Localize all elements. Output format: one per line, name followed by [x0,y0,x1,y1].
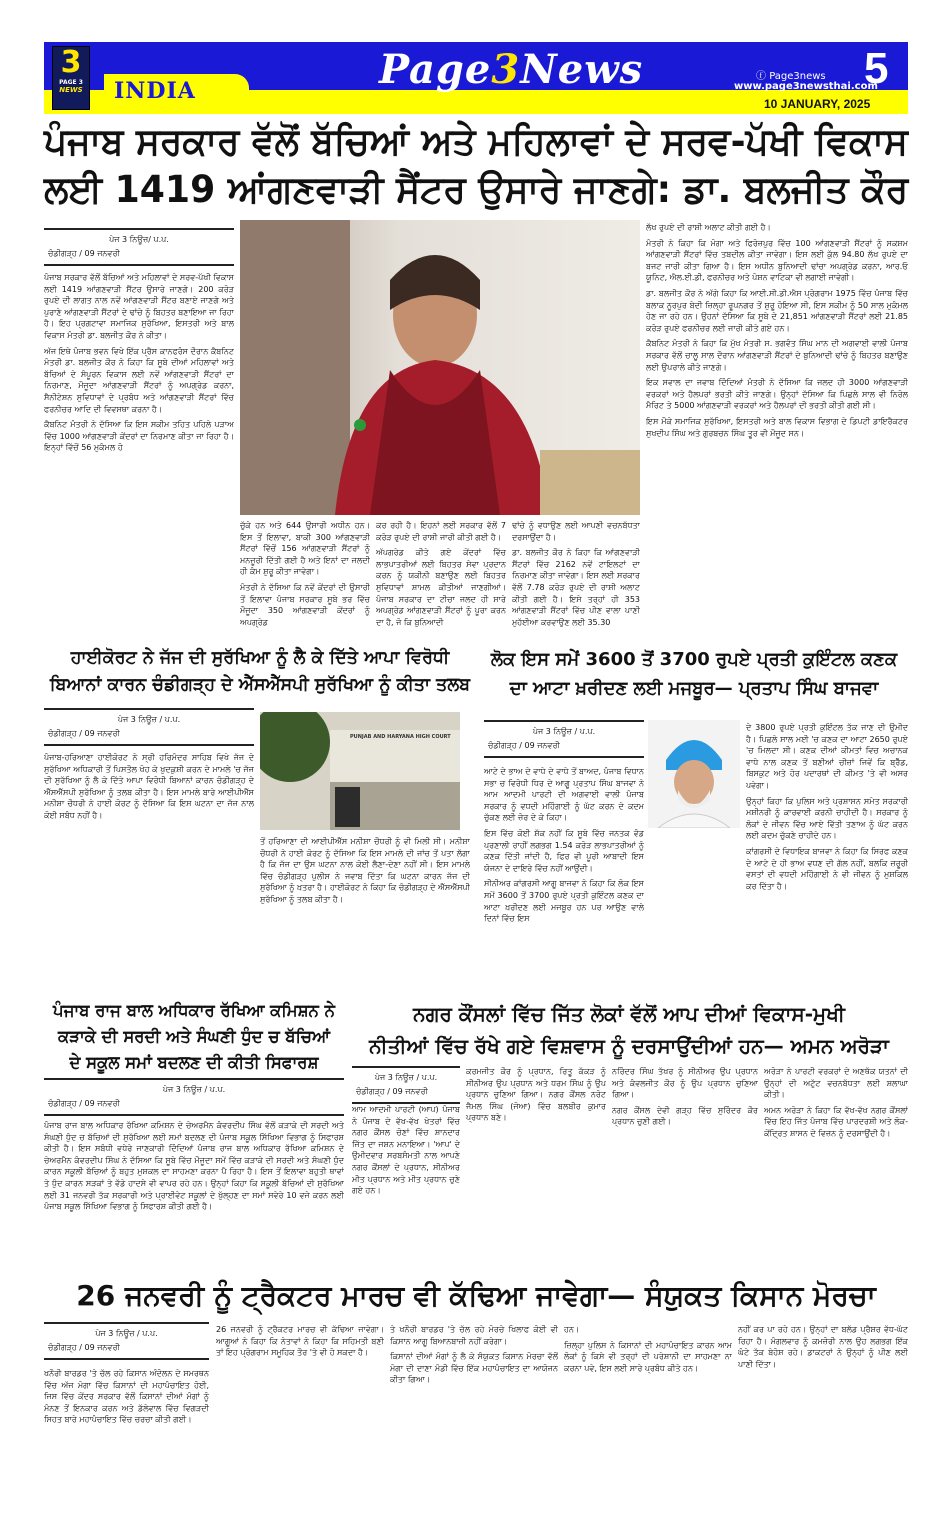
article-paragraph: ਨਹੀਂ ਕਰ ਪਾ ਰਹੇ ਹਨ। ਉਨ੍ਹਾਂ ਦਾ ਬਲੱਡ ਪ੍ਰੈਸ਼ਰ ਵੱਧ-ਘੱਟ ਰਿਹਾ ਹੈ। ਮੰਗਲਵਾਰ ਨੂੰ ਕਮਜ਼ੋਰੀ ਨਾਲ ਉਹ ਲਗਭਗ ਇੱਕ ਘੰਟੇ ਤੱਕ ਬੇਹੋਸ਼ ਰਹੇ। ਡਾਕਟਰਾਂ ਨੇ ਉਨ੍ਹਾਂ ਨੂੰ ਪੀਣ ਲਈ ਪਾਣੀ ਦਿੱਤਾ। [738,1325,908,1369]
brand-number: 3 [491,46,521,93]
article-paragraph: ਜ਼ਿਲ੍ਹਾ ਪੁਲਿਸ ਨੇ ਕਿਸਾਨਾਂ ਦੀ ਮਹਾਪੰਚਾਇਤ ਕਾਰਨ ਆਮ ਲੋਕਾਂ ਨੂੰ ਕਿਸੇ ਵੀ ਤਰ੍ਹਾਂ ਦੀ ਪਰੇਸ਼ਾਨੀ ਦਾ ਸਾਹਮਣਾ ਨਾ ਕਰਨਾ ਪਵੇ, ਇਸ ਲਈ ਸਾਰੇ ਪ੍ਰਬੰਧ ਕੀਤੇ ਹਨ। [564,1340,732,1373]
article-column [352,1104,460,1266]
court-sign: PUNJAB AND HARYANA HIGH COURT [350,734,451,740]
article-paragraph: 26 ਜਨਵਰੀ ਨੂੰ ਟ੍ਰੈਕਟਰ ਮਾਰਚ ਵੀ ਕੱਢਿਆ ਜਾਵੇਗਾ। ਆਗੂਆਂ ਨੇ ਕਿਹਾ ਕਿ ਨੇਤਾਵਾਂ ਨੇ ਕਿਹਾ ਕਿ ਸਹਿਮਤੀ ਬਣੀ ਤਾਂ ਇਹ ਪ੍ਰੋਗਰਾਮ ਸਮੂਹਿਕ ਤੌਰ 'ਤੇ ਵੀ ਹੋ ਸਕਦਾ ਹੈ। [216,1325,384,1358]
headline-line: ਲੋਕ ਇਸ ਸਮੇਂ 3600 ਤੋਂ 3700 ਰੁਪਏ ਪ੍ਰਤੀ ਕੁਇੰਟਲ ਕਣਕ [490,649,898,670]
dateline: ਚੰਡੀਗੜ੍ਹ / 09 ਜਨਵਰੀ [356,1087,428,1096]
byline-source: ਪੇਜ 3 ਨਿਊਜ਼ / ਪ.ਪ. [117,715,181,724]
facebook-icon: ⓕ [756,71,770,82]
headline-line: ਬਿਆਨਾਂ ਕਾਰਨ ਚੰਡੀਗੜ੍ਹ ਦੇ ਐੱਸਐੱਸਪੀ ਸੁਰੱਖਿਆ ਨੂੰ ਕੀਤਾ ਤਲਬ [49,675,471,695]
article-paragraph: ਇਕ ਸਵਾਲ ਦਾ ਜਵਾਬ ਦਿੰਦਿਆਂ ਮੰਤਰੀ ਨੇ ਦੱਸਿਆ ਕਿ ਜਲਦ ਹੀ 3000 ਆਂਗਣਵਾੜੀ ਵਰਕਰਾਂ ਅਤੇ ਹੈਲਪਰਾਂ ਭਰਤੀ ਕੀਤੇ ਜਾਣਗੇ। ਉਨ੍ਹਾਂ ਦੱਸਿਆ ਕਿ ਪਿਛਲੇ ਸਾਲ ਵੀ ਨਿਰੋਲ ਮੈਰਿਟ ਤੇ 5000 ਆਂਗਣਵਾੜੀ ਵਰਕਰਾਂ ਅਤੇ ਹੈਲਪਰਾਂ ਦੀ ਭਰਤੀ ਕੀਤੀ ਗਈ ਸੀ। [646,378,908,411]
article-paragraph: ਅੱਪਗਰੇਡ ਕੀਤੇ ਗਏ ਕੇਂਦਰਾਂ ਵਿੱਚ ਲਾਭਪਾਤਰੀਆਂ ਲਈ ਬਿਹਤਰ ਸੇਵਾ ਪ੍ਰਦਾਨ ਕਰਨ ਨੂੰ ਯਕੀਨੀ ਬਣਾਉਣ ਲਈ ਬਿਹਤਰ ਸੁਵਿਧਾਵਾਂ ਸ਼ਾਮਲ ਕੀਤੀਆਂ ਜਾਣਗੀਆਂ। ਪੰਜਾਬ ਸਰਕਾਰ ਦਾ ਟੀਚਾ ਜਲਦ ਹੀ ਸਾਰੇ ਅਪਗ੍ਰੇਡ ਆਂਗਣਵਾੜੀ ਸੈਂਟਰਾਂ ਨੂੰ ਪੂਰਾ ਕਰਨ ਦਾ ਹੈ, ਜੋ ਕਿ ਬੁਨਿਆਦੀ [376,548,506,627]
facebook-text: Page3news [769,71,826,82]
headline-line: ਲਈ 1419 ਆਂਗਣਵਾੜੀ ਸੈਂਟਰ ਉਸਾਰੇ ਜਾਣਗੇ: ਡਾ. ਬਲਜੀਤ ਕੌਰ [44,168,909,211]
minister-photo [240,220,640,515]
byline [44,1322,209,1360]
article-column [44,272,234,638]
article-column [44,1120,344,1266]
article-column [738,1324,908,1510]
article-5-headline [350,998,908,1062]
byline [484,720,644,758]
article-paragraph: ਦੇ 3800 ਰੁਪਏ ਪ੍ਰਤੀ ਕੁਇੰਟਲ ਤੱਕ ਜਾਣ ਦੀ ਉਮੀਦ ਹੈ। ਪਿਛਲੇ ਸਾਲ ਮਈ 'ਚ ਕਣਕ ਦਾ ਆਟਾ 2650 ਰੁਪਏ 'ਚ ਮਿਲਦਾ ਸੀ। ਕਣਕ ਦੀਆਂ ਕੀਮਤਾਂ ਵਿਚ ਅਚਾਨਕ ਵਾਧੇ ਨਾਲ ਕਣਕ ਤੋਂ ਬਣੀਆਂ ਚੀਜ਼ਾਂ ਜਿਵੇਂ ਕਿ ਬ੍ਰੈੱਡ, ਬਿਸਕੁਟ ਅਤੇ ਹੋਰ ਪਦਾਰਥਾਂ ਦੀ ਕੀਮਤ 'ਤੇ ਵੀ ਅਸਰ ਪਵੇਗਾ। [746,723,908,790]
headline-line: ਹਾਈਕੋਰਟ ਨੇ ਜੱਜ ਦੀ ਸੁਰੱਖਿਆ ਨੂੰ ਲੈ ਕੇ ਦਿੱਤੇ ਆਪਾ ਵਿਰੋਧੀ [70,648,450,668]
article-paragraph: ਕੈਬਨਿਟ ਮੰਤਰੀ ਨੇ ਕਿਹਾ ਕਿ ਮੁੱਖ ਮੰਤਰੀ ਸ. ਭਗਵੰਤ ਸਿੰਘ ਮਾਨ ਦੀ ਅਗਵਾਈ ਵਾਲੀ ਪੰਜਾਬ ਸਰਕਾਰ ਵੱਲੋਂ ਚਾਲੂ ਸਾਲ ਦੌਰਾਨ ਆਂਗਣਵਾੜੀ ਸੈਂਟਰਾਂ ਦੇ ਬੁਨਿਆਦੀ ਢਾਂਚੇ ਨੂੰ ਬਿਹਤਰ ਬਣਾਉਣ ਲਈ ਉਪਰਾਲੇ ਕੀਤੇ ਜਾਣਗੇ। [646,339,908,372]
article-paragraph: ਇਸ ਵਿੱਚ ਕੋਈ ਸ਼ੱਕ ਨਹੀਂ ਕਿ ਸੂਬੇ ਵਿੱਚ ਜਨਤਕ ਵੰਡ ਪ੍ਰਣਾਲੀ ਰਾਹੀਂ ਲਗਭਗ 1.54 ਕਰੋੜ ਲਾਭਪਾਤਰੀਆਂ ਨੂੰ ਕਣਕ ਦਿੱਤੀ ਜਾਂਦੀ ਹੈ, ਫਿਰ ਵੀ ਪੂਰੀ ਆਬਾਦੀ ਇਸ ਯੋਜਨਾ ਦੇ ਦਾਇਰੇ ਵਿੱਚ ਨਹੀਂ ਆਉਂਦੀ। [484,828,644,873]
article-column [260,836,470,984]
page3-logo [52,46,90,110]
article-paragraph: ਅਰੋੜਾ ਨੇ ਪਾਰਟੀ ਵਰਕਰਾਂ ਦੇ ਅਣਥੱਕ ਯਤਨਾਂ ਦੀ ਉਨ੍ਹਾਂ ਦੀ ਅਟੁੱਟ ਵਚਨਬੱਧਤਾ ਲਈ ਸ਼ਲਾਘਾ ਕੀਤੀ। [764,1067,908,1100]
article-paragraph: ਆਮ ਆਦਮੀ ਪਾਰਟੀ (ਆਪ) ਪੰਜਾਬ ਨੇ ਪੰਜਾਬ ਦੇ ਵੱਖ-ਵੱਖ ਖੇਤਰਾਂ ਵਿੱਚ ਨਗਰ ਕੌਂਸਲ ਚੋਣਾਂ ਵਿੱਚ ਸ਼ਾਨਦਾਰ ਜਿੱਤ ਦਾ ਜਸ਼ਨ ਮਨਾਇਆ। 'ਆਪ' ਦੇ ਉਮੀਦਵਾਰ ਸਰਬਸੰਮਤੀ ਨਾਲ ਆਪਣੇ ਨਗਰ ਕੌਂਸਲਾਂ ਦੇ ਪ੍ਰਧਾਨ, ਸੀਨੀਅਰ ਮੀਤ ਪ੍ਰਧਾਨ ਅਤੇ ਮੀਤ ਪ੍ਰਧਾਨ ਚੁਣੇ ਗਏ ਹਨ। [352,1105,460,1196]
high-court-photo [260,712,460,830]
article-paragraph: ਕੈਬਨਿਟ ਮੰਤਰੀ ਨੇ ਦੱਸਿਆ ਕਿ ਇਸ ਸਕੀਮ ਤਹਿਤ ਪਹਿਲੇ ਪੜਾਅ ਵਿੱਚ 1000 ਆਂਗਣਵਾੜੀ ਕੇਂਦਰਾਂ ਦਾ ਨਿਰਮਾਣ ਕੀਤਾ ਜਾ ਰਿਹਾ ਹੈ। ਇਨ੍ਹਾਂ ਵਿੱਚੋਂ 56 ਮੁਕੰਮਲ ਹੋ [44,420,234,453]
article-paragraph: ਅਮਨ ਅਰੋੜਾ ਨੇ ਕਿਹਾ ਕਿ ਵੱਖ-ਵੱਖ ਨਗਰ ਕੌਂਸਲਾਂ ਵਿੱਚ ਇਹ ਜਿੱਤ ਪੰਜਾਬ ਵਿੱਚ ਪਾਰਦਰਸ਼ੀ ਅਤੇ ਲੋਕ-ਕੇਂਦ੍ਰਿਤ ਸ਼ਾਸਨ ਦੇ ਵਿਜ਼ਨ ਨੂੰ ਦਰਸਾਉਂਦੀ ਹੈ। [764,1105,908,1138]
headline-line: ਦਾ ਆਟਾ ਖ਼ਰੀਦਣ ਲਈ ਮਜਬੂਰ— ਪ੍ਰਤਾਪ ਸਿੰਘ ਬਾਜਵਾ [509,678,879,699]
dateline: ਚੰਡੀਗੜ੍ਹ / 09 ਜਨਵਰੀ [48,1343,120,1352]
article-paragraph: ਉਨ੍ਹਾਂ ਕਿਹਾ ਕਿ ਪੁਲਿਸ ਅਤੇ ਪ੍ਰਸ਼ਾਸਨ ਸਮੇਤ ਸਰਕਾਰੀ ਮਸ਼ੀਨਰੀ ਨੂੰ ਕਾਰਵਾਈ ਕਰਨੀ ਚਾਹੀਦੀ ਹੈ। ਸਰਕਾਰ ਨੂੰ ਲੋਕਾਂ ਦੇ ਜੀਵਨ ਵਿੱਚ ਆਏ ਵਿੱਤੀ ਤਣਾਅ ਨੂੰ ਘੱਟ ਕਰਨ ਲਈ ਕਦਮ ਚੁੱਕਣੇ ਚਾਹੀਦੇ ਹਨ। [746,796,908,841]
article-paragraph: ਲੱਖ ਰੁਪਏ ਦੀ ਰਾਸ਼ੀ ਅਲਾਟ ਕੀਤੀ ਗਈ ਹੈ। [646,223,771,232]
article-paragraph: ਕਾਂਗਰਸੀ ਦੇ ਵਿਧਾਇਕ ਬਾਜਵਾ ਨੇ ਕਿਹਾ ਕਿ ਸਿਰਫ ਕਣਕ ਦੇ ਆਟੇ ਦੇ ਹੀ ਭਾਅ ਵਧਣ ਦੀ ਗੱਲ ਨਹੀਂ, ਬਲਕਿ ਜ਼ਰੂਰੀ ਵਸਤਾਂ ਦੀ ਵਧਦੀ ਮਹਿੰਗਾਈ ਨੇ ਵੀ ਜੀਵਨ ਨੂੰ ਮੁਸ਼ਕਿਲ ਕਰ ਦਿੱਤਾ ਹੈ। [746,846,908,891]
masthead [44,42,908,114]
article-paragraph: ਡਾ. ਬਲਜੀਤ ਕੌਰ ਨੇ ਕਿਹਾ ਕਿ ਆਂਗਣਵਾੜੀ ਸੈਂਟਰਾਂ ਵਿੱਚ 2162 ਨਵੇਂ ਟਾਇਲਟਾਂ ਦਾ ਨਿਰਮਾਣ ਕੀਤਾ ਜਾਵੇਗਾ। ਇਸ ਲਈ ਸਰਕਾਰ ਵੱਲੋਂ 7.78 ਕਰੋੜ ਰੁਪਏ ਦੀ ਰਾਸ਼ੀ ਅਲਾਟ ਕੀਤੀ ਗਈ ਹੈ। ਇਸੇ ਤਰ੍ਹਾਂ ਹੀ 353 ਆਂਗਣਵਾੜੀ ਸੈਂਟਰਾਂ ਵਿੱਚ ਪੀਣ ਵਾਲਾ ਪਾਣੀ ਮੁਹੱਈਆ ਕਰਵਾਉਣ ਲਈ 35.30 [512,548,640,627]
article-paragraph: ਹਨ। [564,1325,580,1334]
byline-source: ਪੇਜ 3 ਨਿਊਜ਼ / ਪ.ਪ. [162,1085,226,1094]
article-paragraph: ਡਾ. ਬਲਜੀਤ ਕੌਰ ਨੇ ਅੱਗੇ ਕਿਹਾ ਕਿ ਆਈ.ਸੀ.ਡੀ.ਐਸ ਪ੍ਰੋਗਰਾਮ 1975 ਵਿੱਚ ਪੰਜਾਬ ਵਿੱਚ ਬਲਾਕ ਨੂਰਪੁਰ ਬੇਦੀ ਜ਼ਿਲ੍ਹਾ ਰੂਪਨਗਰ ਤੋਂ ਸ਼ੁਰੂ ਹੋਇਆ ਸੀ, ਇਸ ਸਕੀਮ ਨੂੰ 50 ਸਾਲ ਮੁਕੰਮਲ ਹੋਣ ਜਾ ਰਹੇ ਹਨ। ਉਹਨਾਂ ਦੱਸਿਆ ਕਿ ਸੂਬੇ ਦੇ 21,851 ਆਂਗਣਵਾੜੀ ਸੈਂਟਰਾਂ ਲਈ 21.85 ਕਰੋੜ ਰੁਪਏ ਫਰਨੀਚਰ ਲਈ ਜਾਰੀ ਕੀਤੇ ਗਏ ਹਨ। [646,288,908,333]
article-paragraph: ਕਰਮਜੀਤ ਕੌਰ ਨੂੰ ਪ੍ਰਧਾਨ, ਰਿਤੂ ਕੱਕੜ ਨੂੰ ਸੀਨੀਅਰ ਉਪ ਪ੍ਰਧਾਨ ਅਤੇ ਧਰਮ ਸਿੰਘ ਨੂੰ ਉਪ ਪ੍ਰਧਾਨ ਚੁਣਿਆ ਗਿਆ। ਨਗਰ ਕੌਂਸਲ ਨਰੋਟ ਜੈਮਲ ਸਿੰਘ (ਜੋਆ) ਵਿੱਚ ਬਲਬੀਰ ਕੁਮਾਰ ਪ੍ਰਧਾਨ ਬਣੇ। [466,1067,606,1123]
headline-line: ਪੰਜਾਬ ਸਰਕਾਰ ਵੱਲੋਂ ਬੱਚਿਆਂ ਅਤੇ ਮਹਿਲਾਵਾਂ ਦੇ ਸਰਵ-ਪੱਖੀ ਵਿਕਾਸ [44,120,908,163]
byline [44,228,234,266]
article-column [390,1324,558,1510]
logo-news: NEWS [59,86,83,94]
website: www.page3newsthai.com [734,81,878,92]
article-column [44,1368,209,1510]
byline [44,1078,344,1116]
article-paragraph: ਮੰਤਰੀ ਨੇ ਕਿਹਾ ਕਿ ਮੋਗਾ ਅਤੇ ਫਿਰੋਜ਼ਪੁਰ ਵਿੱਚ 100 ਆਂਗਣਵਾੜੀ ਸੈਂਟਰਾਂ ਨੂੰ ਸਕਸ਼ਮ ਆਂਗਣਵਾੜੀ ਸੈਂਟਰਾਂ ਵਿੱਚ ਤਬਦੀਲ ਕੀਤਾ ਜਾਵੇਗਾ। ਇਸ ਲਈ ਕੁੱਲ 94.80 ਲੱਖ ਰੁਪਏ ਦਾ ਬਜਟ ਜਾਰੀ ਕੀਤਾ ਗਿਆ ਹੈ। ਇਸ ਅਧੀਨ ਬੁਨਿਆਦੀ ਢਾਂਚਾ ਅਪਗ੍ਰੇਡ ਕਰਨਾ, ਆਰ.ਓ ਯੂਨਿਟ, ਐਲ.ਈ.ਡੀ, ਫਰਨੀਚਰ ਅਤੇ ਪੋਸ਼ਨ ਵਾਟਿਕਾ ਵੀ ਲਗਾਈ ਜਾਵੇਗੀ। [646,238,908,283]
article-paragraph: ਚੁੱਕੇ ਹਨ ਅਤੇ 644 ਉਸਾਰੀ ਅਧੀਨ ਹਨ। ਇਸ ਤੋਂ ਇਲਾਵਾ, ਬਾਕੀ 300 ਆਂਗਣਵਾੜੀ ਸੈਂਟਰਾਂ ਵਿੱਚੋਂ 156 ਆਂਗਣਵਾੜੀ ਸੈਂਟਰਾਂ ਨੂੰ ਮਨਜ਼ੂਰੀ ਦਿੱਤੀ ਗਈ ਹੈ ਅਤੇ ਇਨਾਂ ਦਾ ਜਲਦੀ ਹੀ ਕੰਮ ਸ਼ੁਰੂ ਕੀਤਾ ਜਾਵੇਗਾ। [240,521,370,577]
article-column [376,520,506,636]
bajwa-illustration [648,720,740,828]
article-6-headline [44,1274,908,1318]
byline-source: ਪੇਜ 3 ਨਿਊਜ਼/ ਪ.ਪ. [109,235,169,244]
article-column [240,520,370,636]
article-paragraph: ਮੰਤਰੀ ਨੇ ਦੱਸਿਆ ਕਿ ਨਵੇਂ ਕੇਂਦਰਾਂ ਦੀ ਉਸਾਰੀ ਤੋਂ ਇਲਾਵਾ ਪੰਜਾਬ ਸਰਕਾਰ ਸੂਬੇ ਭਰ ਵਿੱਚ ਮੌਜੂਦਾ 350 ਆਂਗਣਵਾੜੀ ਕੇਂਦਰਾਂ ਨੂੰ ਅਪਗ੍ਰੇਡ [240,582,370,627]
article-paragraph: ਕਰ ਰਹੀ ਹੈ। ਇਹਨਾਂ ਲਈ ਸਰਕਾਰ ਵੱਲੋਂ 7 ਕਰੋੜ ਰੁਪਏ ਦੀ ਰਾਸ਼ੀ ਜਾਰੀ ਕੀਤੀ ਗਈ ਹੈ। [376,521,506,542]
logo-number: 3 [60,45,82,80]
article-paragraph: ਅੱਜ ਇਥੇ ਪੰਜਾਬ ਭਵਨ ਵਿਖੇ ਇੱਕ ਪ੍ਰੈਸ ਕਾਨਫਰੰਸ ਦੌਰਾਨ ਕੈਬਨਿਟ ਮੰਤਰੀ ਡਾ. ਬਲਜੀਤ ਕੌਰ ਨੇ ਕਿਹਾ ਕਿ ਸੂਬੇ ਦੀਆਂ ਮਹਿਲਾਵਾਂ ਅਤੇ ਬੱਚਿਆਂ ਦੇ ਸੰਪੂਰਨ ਵਿਕਾਸ ਲਈ ਨਵੇਂ ਆਂਗਣਵਾੜੀ ਸੈਂਟਰਾਂ ਦਾ ਨਿਰਮਾਣ, ਮੌਜੂਦਾ ਆਂਗਣਵਾੜੀ ਸੈਂਟਰਾਂ ਨੂੰ ਅਪਗ੍ਰੇਡ ਕਰਨਾ, ਸੈਨੀਟੇਸ਼ਨ ਸੁਵਿਧਾਵਾਂ ਦੇ ਪ੍ਰਬੰਧ ਅਤੇ ਆਂਗਣਵਾੜੀ ਸੈਂਟਰਾਂ ਵਿੱਚ ਫਰਨੀਚਰ ਆਦਿ ਦੀ ਵਿਵਸਥਾ ਕਰਨਾ ਹੈ। [44,346,234,414]
byline [44,708,254,746]
headline-line: ਕੜਾਕੇ ਦੀ ਸਰਦੀ ਅਤੇ ਸੰਘਣੀ ਧੁੰਦ ਚ ਬੱਚਿਆਂ [57,1027,331,1046]
headline-line: ਨੀਤੀਆਂ ਵਿੱਚ ਰੱਖੇ ਗਏ ਵਿਸ਼ਵਾਸ ਨੂੰ ਦਰਸਾਉਂਦੀਆਂ ਹਨ— ਅਮਨ ਅਰੋੜਾ [369,1034,889,1058]
article-1-headline [44,118,908,214]
article-column [564,1324,732,1510]
dateline: ਚੰਡੀਗੜ੍ਹ / 09 ਜਨਵਰੀ [48,1099,120,1108]
brand-right: News [520,46,644,93]
brand-title [379,46,643,93]
brand-left: Page [379,46,492,93]
article-column [646,222,908,636]
article-column [612,1066,758,1266]
article-paragraph: ਤੇ ਖਨੌਰੀ ਬਾਰਡਰ 'ਤੇ ਚੱਲ ਰਹੇ ਮੋਰਚੇ ਖਿਲਾਫ ਕੋਈ ਵੀ ਕਿਸਾਨ ਆਗੂ ਬਿਆਨਬਾਜ਼ੀ ਨਹੀਂ ਕਰੇਗਾ। [390,1325,558,1346]
facebook-handle [756,67,826,82]
article-column [746,722,908,984]
article-paragraph: ਨਰਿੰਦਰ ਸਿੰਘ ਤੱਖਰ ਨੂੰ ਸੀਨੀਅਰ ਉਪ ਪ੍ਰਧਾਨ ਅਤੇ ਕੰਵਲਜੀਤ ਕੌਰ ਨੂੰ ਉਪ ਪ੍ਰਧਾਨ ਚੁਣਿਆ ਗਿਆ। [612,1067,758,1100]
high-court-illustration [260,712,460,830]
article-paragraph: ਇਸ ਮੌਕੇ ਸਮਾਜਿਕ ਸੁਰੱਖਿਆ, ਇਸਤਰੀ ਅਤੇ ਬਾਲ ਵਿਕਾਸ ਵਿਭਾਗ ਦੇ ਡਿਪਟੀ ਡਾਇਰੈਕਟਰ ਸੁਖਦੀਪ ਸਿੰਘ ਅਤੇ ਗੁਰਬਚਨ ਸਿੰਘ ਤੂਰ ਵੀ ਮੌਜੂਦ ਸਨ। [646,416,908,438]
headline-line: ਨਗਰ ਕੌਂਸਲਾਂ ਵਿੱਚ ਜਿੱਤ ਲੋਕਾਂ ਵੱਲੋਂ ਆਪ ਦੀਆਂ ਵਿਕਾਸ-ਮੁਖੀ [413,1002,845,1026]
minister-photo-illustration [240,220,640,515]
dateline: ਚੰਡੀਗੜ੍ਹ / 09 ਜਨਵਰੀ [48,249,120,258]
article-column [484,766,644,984]
article-paragraph: ਪੰਜਾਬ-ਹਰਿਆਣਾ ਹਾਈਕੋਰਟ ਨੇ ਸ੍ਰੀ ਹਰਿਮੰਦਰ ਸਾਹਿਬ ਵਿਖੇ ਜੱਜ ਦੇ ਸੁਰੱਖਿਆ ਅਧਿਕਾਰੀ ਤੋਂ ਪਿਸਤੌਲ ਖੋਹ ਕੇ ਖੁਦਕੁਸ਼ੀ ਕਰਨ ਦੇ ਮਾਮਲੇ 'ਚ ਜੱਜ ਦੀ ਸੁਰੱਖਿਆ ਨੂੰ ਲੈ ਕੇ ਦਿੱਤੇ ਆਪਾ ਵਿਰੋਧੀ ਬਿਆਨਾਂ ਕਾਰਨ ਚੰਡੀਗੜ੍ਹ ਦੇ ਐੱਸਐੱਸਪੀ ਸੁਰੱਖਿਆ ਨੂੰ ਤਲਬ ਕੀਤਾ ਹੈ। ਇਸ ਮਾਮਲੇ ਬਾਰੇ ਆਈਪੀਐੱਸ ਮਨੀਸ਼ਾ ਚੌਧਰੀ ਨੇ ਹਾਈ ਕੋਰਟ ਨੂੰ ਦੱਸਿਆ ਕਿ ਇਸ ਘਟਨਾ ਦਾ ਜੱਜ ਨਾਲ ਕੋਈ ਸਬੰਧ ਨਹੀਂ ਹੈ। [44,753,254,820]
article-paragraph: ਖਨੌਰੀ ਬਾਰਡਰ 'ਤੇ ਚੱਲ ਰਹੇ ਕਿਸਾਨ ਅੰਦੋਲਨ ਦੇ ਸਮਰਥਨ ਵਿੱਚ ਅੱਜ ਮੋਗਾ ਵਿੱਚ ਕਿਸਾਨਾਂ ਦੀ ਮਹਾਪੰਚਾਇਤ ਹੋਈ, ਜਿਸ ਵਿੱਚ ਕੇਂਦਰ ਸਰਕਾਰ ਵੱਲੋਂ ਕਿਸਾਨਾਂ ਦੀਆਂ ਮੰਗਾਂ ਨੂੰ ਮੰਨਣ ਤੋਂ ਇਨਕਾਰ ਕਰਨ ਅਤੇ ਡੱਲੇਵਾਲ ਵਿੱਚ ਵਿਗੜਦੀ ਸਿਹਤ ਬਾਰੇ ਮਹਾਪੰਚਾਇਤ ਵਿੱਚ ਚਰਚਾ ਕੀਤੀ ਗਈ। [44,1369,209,1425]
dateline: ਚੰਡੀਗੜ੍ਹ / 09 ਜਨਵਰੀ [48,729,120,738]
byline [352,1066,460,1104]
article-paragraph: ਤੋਂ ਹਰਿਆਣਾ ਦੀ ਆਈਪੀਐੱਸ ਮਨੀਸ਼ਾ ਚੌਧਰੀ ਨੂੰ ਵੀ ਮਿਲੀ ਸੀ। ਮਨੀਸ਼ਾ ਚੌਧਰੀ ਨੇ ਹਾਈ ਕੋਰਟ ਨੂੰ ਦੱਸਿਆ ਕਿ ਇਸ ਮਾਮਲੇ ਦੀ ਜਾਂਚ ਤੋਂ ਪਤਾ ਲੱਗਾ ਹੈ ਕਿ ਜੱਜ ਦਾ ਉਸ ਘਟਨਾ ਨਾਲ ਕੋਈ ਲੈਣਾ-ਦੇਣਾ ਨਹੀਂ ਸੀ। ਇਸ ਮਾਮਲੇ ਵਿੱਚ ਚੰਡੀਗੜ੍ਹ ਪੁਲੀਸ ਨੇ ਜਵਾਬ ਦਿੱਤਾ ਕਿ ਘਟਨਾ ਕਾਰਨ ਜੱਜ ਦੀ ਸੁਰੱਖਿਆ ਨੂੰ ਖ਼ਤਰਾ ਹੈ। ਹਾਈਕੋਰਟ ਨੇ ਕਿਹਾ ਕਿ ਚੰਡੀਗੜ੍ਹ ਦੇ ਐੱਸਐੱਸਪੀ ਸੁਰੱਖਿਆ ਨੂੰ ਤਲਬ ਕੀਤਾ ਹੈ। [260,837,470,904]
headline-line: 26 ਜਨਵਰੀ ਨੂੰ ਟ੍ਰੈਕਟਰ ਮਾਰਚ ਵੀ ਕੱਢਿਆ ਜਾਵੇਗਾ— ਸੰਯੁਕਤ ਕਿਸਾਨ ਮੋਰਚਾ [76,1279,876,1312]
byline-source: ਪੇਜ 3 ਨਿਊਜ਼ / ਪ.ਪ. [532,727,596,736]
article-paragraph: ਸੀਨੀਅਰ ਕਾਂਗਰਸੀ ਆਗੂ ਬਾਜਵਾ ਨੇ ਕਿਹਾ ਕਿ ਲੋਕ ਇਸ ਸਮੇਂ 3600 ਤੋਂ 3700 ਰੁਪਏ ਪ੍ਰਤੀ ਕੁਇੰਟਲ ਕਣਕ ਦਾ ਆਟਾ ਖ਼ਰੀਦਣ ਲਈ ਮਜਬੂਰ ਹਨ ਪਰ ਆਉਣ ਵਾਲੇ ਦਿਨਾਂ ਵਿੱਚ ਇਸ [484,879,644,924]
article-paragraph: ਪੰਜਾਬ ਸਰਕਾਰ ਵੱਲੋਂ ਬੱਚਿਆਂ ਅਤੇ ਮਹਿਲਾਵਾਂ ਦੇ ਸਰਵ-ਪੱਖੀ ਵਿਕਾਸ ਲਈ 1419 ਆਂਗਣਵਾੜੀ ਸੈਂਟਰ ਉਸਾਰੇ ਜਾਣਗੇ। 200 ਕਰੋੜ ਰੁਪਏ ਦੀ ਲਾਗਤ ਨਾਲ ਨਵੇਂ ਆਂਗਣਵਾੜੀ ਸੈਂਟਰ ਬਣਾਏ ਜਾਣਗੇ ਅਤੇ ਪੁਰਾਣੇ ਆਂਗਣਵਾੜੀ ਸੈਂਟਰਾਂ ਦੇ ਢਾਂਚੇ ਨੂੰ ਬਿਹਤਰ ਬਣਾਇਆ ਜਾ ਰਿਹਾ ਹੈ। ਇਹ ਪ੍ਰਗਟਾਵਾ ਸਮਾਜਿਕ ਸੁਰੱਖਿਆ, ਇਸਤਰੀ ਅਤੇ ਬਾਲ ਵਿਕਾਸ ਮੰਤਰੀ ਡਾ. ਬਲਜੀਤ ਕੌਰ ਨੇ ਕੀਤਾ। [44,273,234,340]
article-paragraph: ਨਗਰ ਕੌਂਸਲ ਦੇਵੀ ਗੜ੍ਹ ਵਿੱਚ ਸੁਰਿੰਦਰ ਕੌਰ ਪ੍ਰਧਾਨ ਚੁਣੀ ਗਈ। [612,1105,758,1127]
article-3-headline [480,645,908,703]
bajwa-photo [648,720,740,828]
article-column [44,752,254,984]
section-label: INDIA [114,78,196,104]
article-column [216,1324,384,1510]
byline-source: ਪੇਜ 3 ਨਿਊਜ਼ / ਪ.ਪ. [374,1073,438,1082]
article-2-headline [44,645,476,699]
page-number: 5 [864,44,889,93]
article-paragraph: ਢਾਂਚੇ ਨੂੰ ਵਧਾਉਣ ਲਈ ਆਪਣੀ ਵਚਨਬੱਧਤਾ ਦਰਸਾਉਂਦਾ ਹੈ। [512,521,640,542]
article-paragraph: ਕਿਸਾਨਾਂ ਦੀਆਂ ਮੰਗਾਂ ਨੂੰ ਲੈ ਕੇ ਸੰਯੁਕਤ ਕਿਸਾਨ ਮੋਰਚਾ ਵੱਲੋਂ ਮੋਗਾ ਦੀ ਦਾਣਾ ਮੰਡੀ ਵਿੱਚ ਇੱਕ ਮਹਾਪੰਚਾਇਤ ਦਾ ਆਯੋਜਨ ਕੀਤਾ ਗਿਆ। [390,1352,558,1385]
headline-line: ਦੇ ਸਕੂਲ ਸਮਾਂ ਬਦਲਣ ਦੀ ਕੀਤੀ ਸਿਫਾਰਸ਼ [69,1053,319,1072]
logo-text: PAGE 3 [59,79,83,86]
article-column [764,1066,908,1266]
dateline: ਚੰਡੀਗੜ੍ਹ / 09 ਜਨਵਰੀ [488,741,560,750]
article-column [466,1066,606,1266]
article-paragraph: ਆਟੇ ਦੇ ਭਾਅ ਦੇ ਵਾਧੇ ਦੇ ਵਾਧੇ ਤੋਂ ਬਾਅਦ, ਪੰਜਾਬ ਵਿਧਾਨ ਸਭਾ ਚ ਵਿਰੋਧੀ ਧਿਰ ਦੇ ਆਗੂ ਪ੍ਰਤਾਪ ਸਿੰਘ ਬਾਜਵਾ ਨੇ ਆਮ ਆਦਮੀ ਪਾਰਟੀ ਦੀ ਅਗਵਾਈ ਵਾਲੀ ਪੰਜਾਬ ਸਰਕਾਰ ਨੂੰ ਵਧਦੀ ਮਹਿੰਗਾਈ ਨੂੰ ਘੱਟ ਕਰਨ ਦੇ ਕਦਮ ਚੁੱਕਣ ਲਈ ਜ਼ੋਰ ਦੇ ਕੇ ਕਿਹਾ। [484,767,644,823]
article-paragraph: ਪੰਜਾਬ ਰਾਜ ਬਾਲ ਅਧਿਕਾਰ ਰੱਖਿਆ ਕਮਿਸ਼ਨ ਦੇ ਚੇਅਰਮੈਨ ਕੰਵਰਦੀਪ ਸਿੰਘ ਵੱਲੋਂ ਕੜਾਕੇ ਦੀ ਸਰਦੀ ਅਤੇ ਸੰਘਣੀ ਧੁੰਦ ਚ ਬੱਚਿਆਂ ਦੀ ਸੁਰੱਖਿਆ ਲਈ ਸਮਾਂ ਬਦਲਣ ਦੀ ਪੰਜਾਬ ਸਕੂਲ ਸਿੱਖਿਆ ਵਿਭਾਗ ਨੂੰ ਸਿਫਾਰਸ਼ ਕੀਤੀ ਹੈ। ਇਸ ਸਬੰਧੀ ਵਧੇਰੇ ਜਾਣਕਾਰੀ ਦਿੰਦਿਆਂ ਪੰਜਾਬ ਰਾਜ ਬਾਲ ਅਧਿਕਾਰ ਰੱਖਿਆ ਕਮਿਸ਼ਨ ਦੇ ਚੇਅਰਮੈਨ ਕੰਵਰਦੀਪ ਸਿੰਘ ਨੇ ਦੱਸਿਆ ਕਿ ਸੂਬੇ ਵਿੱਚ ਮੌਜੂਦਾ ਸਮੇਂ ਵਿੱਚ ਕੜਾਕੇ ਦੀ ਸਰਦੀ ਅਤੇ ਸੰਘਣੀ ਧੁੰਦ ਕਾਰਨ ਸਕੂਲੀ ਬੱਚਿਆਂ ਨੂੰ ਬਹੁਤ ਮੁਸ਼ਕਲ ਦਾ ਸਾਹਮਣਾ ਕਰਨਾ ਪੈ ਰਿਹਾ ਹੈ। ਇਸ ਤੋਂ ਇਲਾਵਾ ਬਹੁਤੀ ਥਾਵਾਂ ਤੇ ਧੁੰਦ ਕਾਰਨ ਸੜਕਾਂ ਤੇ ਵੱਡੇ ਹਾਦਸੇ ਵੀ ਵਾਪਰ ਰਹੇ ਹਨ। ਉਨ੍ਹਾਂ ਕਿਹਾ ਕਿ ਸਕੂਲੀ ਬੱਚਿਆਂ ਦੀ ਸੁਰੱਖਿਆ ਲਈ 31 ਜਨਵਰੀ ਤੱਕ ਸਰਕਾਰੀ ਅਤੇ ਪ੍ਰਾਈਵੇਟ ਸਕੂਲਾਂ ਦੇ ਖੁੱਲ੍ਹਣ ਦਾ ਸਮਾਂ ਸਵੇਰੇ 10 ਵਜੇ ਕਰਨ ਲਈ ਪੰਜਾਬ ਸਕੂਲ ਸਿੱਖਿਆ ਵਿਭਾਗ ਨੂੰ ਸਿਫਾਰਸ਼ ਕੀਤੀ ਗਈ ਹੈ। [44,1121,344,1212]
article-4-headline [44,998,344,1076]
article-column [512,520,640,636]
byline-source: ਪੇਜ 3 ਨਿਊਜ਼ / ਪ.ਪ. [95,1329,158,1338]
issue-date: 10 JANUARY, 2025 [764,97,871,111]
headline-line: ਪੰਜਾਬ ਰਾਜ ਬਾਲ ਅਧਿਕਾਰ ਰੱਖਿਆ ਕਮਿਸ਼ਨ ਨੇ [53,1001,335,1020]
